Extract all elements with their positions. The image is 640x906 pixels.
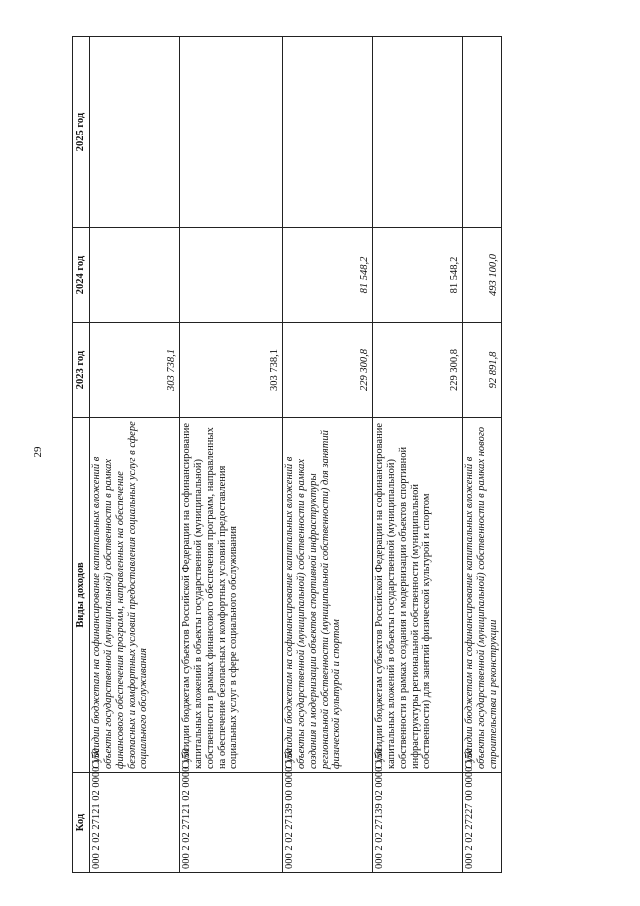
row-value-2023: 303 738,1 (180, 323, 283, 418)
header-2024: 2024 год (73, 228, 90, 323)
table-row (283, 37, 373, 873)
table-header-row (73, 37, 90, 873)
header-code: Код (73, 773, 90, 873)
row-value-2023: 303 738,1 (90, 323, 180, 418)
table-row (90, 37, 180, 873)
row-value-2024: 81 548,2 (373, 228, 463, 323)
row-value-2024 (90, 228, 180, 323)
row-value-2025 (283, 37, 373, 228)
row-description: Субсидии бюджетам субъектов Российской Федерации на софинансирование капитальных вложений в объекты государственной (муниципальной) собственности в рамках создания и модернизации объектов спортивной инфраструктуры региональной собственности (муниципальной собственности) для занятий физической культурой и спортом (373, 418, 463, 773)
row-description: Субсидии бюджетам на софинансирование капитальных вложений в объекты государственной (муниципальной) собственности в рамках создания и модернизации объектов спортивной инфраструктуры региональной собственности (муниципальной собственности) для занятий физической культурой и спортом (283, 418, 373, 773)
table-row (463, 37, 502, 873)
table-rotation-frame (72, 37, 499, 873)
row-value-2025 (90, 37, 180, 228)
row-value-2025 (180, 37, 283, 228)
row-code: 000 2 02 27139 00 0000 150 (283, 773, 373, 873)
row-code: 000 2 02 27139 02 0000 150 (373, 773, 463, 873)
row-value-2023: 229 300,8 (283, 323, 373, 418)
header-2025: 2025 год (73, 37, 90, 228)
page-number: 29 (32, 446, 44, 458)
row-description: Субсидии бюджетам на софинансирование капитальных вложений в объекты государственной (муниципальной) собственности в рамках нового строительства и реконструкции (463, 418, 502, 773)
row-value-2024: 81 548,2 (283, 228, 373, 323)
header-2023: 2023 год (73, 323, 90, 418)
row-value-2024: 493 100,0 (463, 228, 502, 323)
row-code: 000 2 02 27227 00 0000 150 (463, 773, 502, 873)
income-table (72, 36, 502, 873)
table-row (180, 37, 283, 873)
row-value-2023: 229 300,8 (373, 323, 463, 418)
row-value-2025 (463, 37, 502, 228)
header-income-type: Виды доходов (73, 418, 90, 773)
row-description: Субсидии бюджетам на софинансирование капитальных вложений в объекты государственной (муниципальной) собственности в рамках финансового обеспечения программ, направленных на обеспечение безопасных и комфортных условий предоставления социальных услуг в сфере социального обслуживания (90, 418, 180, 773)
rotated-landscape-table (72, 37, 499, 873)
table-row (373, 37, 463, 873)
row-value-2025 (373, 37, 463, 228)
row-value-2023: 92 891,8 (463, 323, 502, 418)
row-value-2024 (180, 228, 283, 323)
row-code: 000 2 02 27121 02 0000 150 (180, 773, 283, 873)
row-code: 000 2 02 27121 02 0000 150 (90, 773, 180, 873)
row-description: Субсидии бюджетам субъектов Российской Федерации на софинансирование капитальных вложений в объекты государственной (муниципальной) собственности в рамках финансового обеспечения программ, направленных на обеспечение безопасных и комфортных условий предоставления социальных услуг в сфере социального обслуживания (180, 418, 283, 773)
